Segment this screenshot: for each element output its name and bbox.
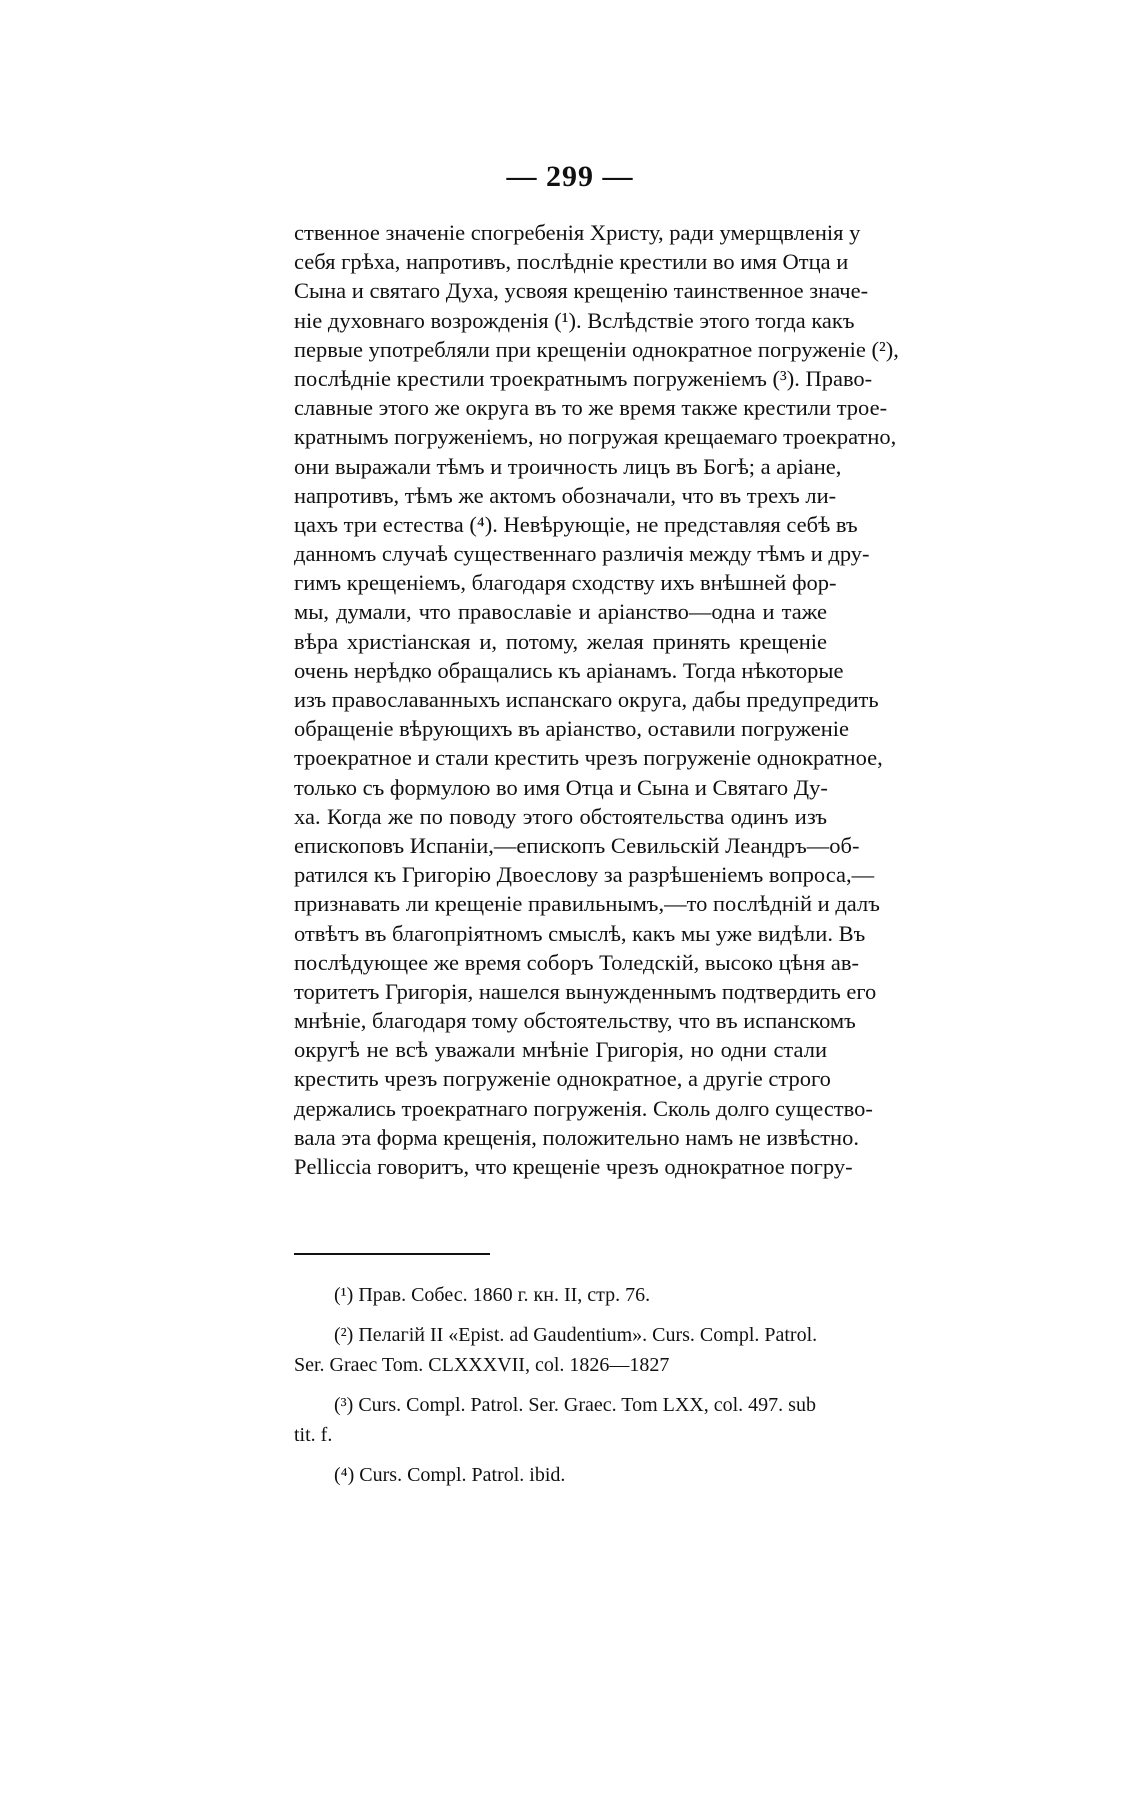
text-line: ніе духовнаго возрожденія (¹). Вслѣдствіе этого тогда какъ — [294, 307, 855, 333]
text-line: первые употребляли при крещеніи однократное погруженіе (²), — [294, 336, 899, 362]
text-line: ратился къ Григорію Двоеслову за разрѣшеніемъ вопроса,— — [294, 862, 875, 888]
text-line: напротивъ, тѣмъ же актомъ обозначали, что въ трехъ ли- — [294, 482, 837, 508]
text-line: крестить чрезъ погруженіе однократное, а другіе строго — [294, 1066, 831, 1092]
text-line: епископовъ Испаніи,—епископъ Севильскій Леандръ—об- — [294, 832, 860, 858]
text-line: Pelliccia говоритъ, что крещеніе чрезъ однократное погру- — [294, 1154, 853, 1179]
footnotes — [294, 1280, 827, 1490]
text-line: ха. Когда же по поводу этого обстоятельства одинъ изъ — [294, 803, 827, 829]
text-line: данномъ случаѣ существеннаго различія между тѣмъ и дру- — [294, 541, 870, 567]
footnote-gap — [294, 1450, 827, 1460]
text-line: отвѣтъ въ благопріятномъ смыслѣ, какъ мы уже видѣли. Въ — [294, 920, 866, 946]
text-line: троекратное и стали крестить чрезъ погруженіе однократное, — [294, 745, 883, 771]
text-line: гимъ крещеніемъ, благодаря сходству ихъ внѣшней фор- — [294, 570, 837, 596]
main-text — [294, 218, 899, 1181]
text-line: мы, думали, что православіе и аріанство—одна и таже — [294, 599, 827, 625]
footnote-line: (²) Пелагій II «Epist. ad Gaudentium». Curs. Compl. Patrol. — [334, 1324, 818, 1346]
footnote-separator — [294, 1253, 490, 1255]
text-line: ственное значеніе спогребенія Христу, ради умерщвленія у — [294, 220, 861, 245]
text-line: вѣра христіанская и, потому, желая принять крещеніе — [294, 628, 827, 654]
footnote — [294, 1390, 827, 1450]
footnote-line: (⁴) Curs. Compl. Patrol. ibid. — [334, 1464, 566, 1486]
text-line: кратнымъ погруженіемъ, но погружая крещаемаго троекратно, — [294, 424, 897, 450]
text-line: обращеніе вѣрующихъ въ аріанство, оставили погруженіе — [294, 716, 850, 742]
footnote-line: (³) Curs. Compl. Patrol. Ser. Graec. Tom LXX, col. 497. sub — [334, 1394, 816, 1416]
text-line: торитетъ Григорія, нашелся вынужденнымъ подтвердить его — [294, 978, 877, 1004]
text-line: очень нерѣдко обращались къ аріанамъ. Тогда нѣкоторые — [294, 657, 844, 683]
footnote-gap — [294, 1380, 827, 1390]
footnote — [294, 1460, 827, 1490]
footnote — [294, 1280, 827, 1310]
footnote — [294, 1320, 827, 1380]
text-line: себя грѣха, напротивъ, послѣдніе крестили во имя Отца и — [294, 249, 849, 275]
text-line: послѣдніе крестили троекратнымъ погруженіемъ (³). Право- — [294, 365, 873, 391]
text-line: мнѣніе, благодаря тому обстоятельству, что въ испанскомъ — [294, 1008, 856, 1034]
text-line: округѣ не всѣ уважали мнѣніе Григорія, но одни стали — [294, 1037, 827, 1063]
footnote-line: Ser. Graec Tom. CLXXXVII, col. 1826—1827 — [294, 1354, 670, 1376]
text-line: вала эта форма крещенія, положительно намъ не извѣстно. — [294, 1124, 859, 1150]
footnote-line: (¹) Прав. Собес. 1860 г. кн. II, стр. 76. — [334, 1284, 651, 1306]
text-line: признавать ли крещеніе правильнымъ,—то послѣдній и далъ — [294, 891, 880, 917]
text-line: славные этого же округа въ то же время также крестили трое- — [294, 395, 888, 421]
text-line: только съ формулою во имя Отца и Сына и Святаго Ду- — [294, 774, 828, 800]
text-line: они выражали тѣмъ и троичность лицъ въ Богѣ; а аріане, — [294, 453, 842, 479]
text-line: изъ православанныхъ испанскаго округа, дабы предупредить — [294, 687, 879, 712]
text-line: держались троекратнаго погруженія. Сколь долго существо- — [294, 1095, 873, 1121]
footnote-line: tit. f. — [294, 1424, 333, 1446]
footnote-gap — [294, 1310, 827, 1320]
text-line: Сына и святаго Духа, усвояя крещенію таинственное значе- — [294, 278, 869, 304]
text-line: цахъ три естества (⁴). Невѣрующіе, не представляя себѣ въ — [294, 511, 858, 537]
page-number: — 299 — — [506, 160, 634, 193]
text-line: послѣдующее же время соборъ Толедскій, высоко цѣня ав- — [294, 949, 859, 975]
